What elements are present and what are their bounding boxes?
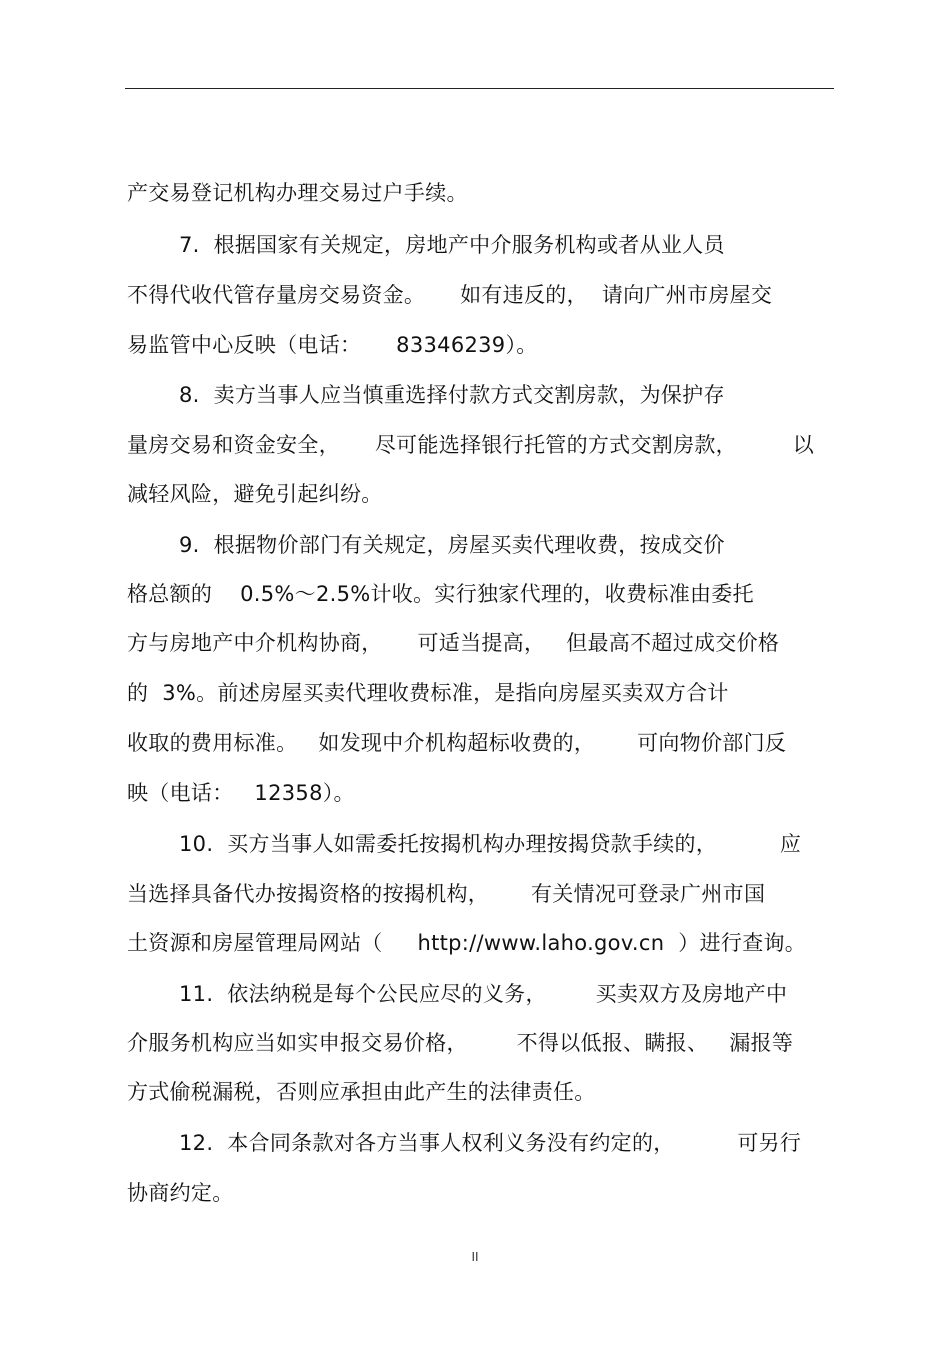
text-line: 减轻风险，避免引起纠纷。 bbox=[127, 482, 383, 506]
text-line: 当选择具备代办按揭资格的按揭机构， 有关情况可登录广州市国 bbox=[127, 882, 766, 906]
clause-8-line: 8. 卖方当事人应当慎重选择付款方式交割房款，为保护存 bbox=[179, 383, 725, 407]
text-line: 土资源和房屋管理局网站（ http://www.laho.gov.cn ）进行查询。 bbox=[127, 931, 807, 955]
text-line: 的 3%。前述房屋买卖代理收费标准，是指向房屋买卖双方合计 bbox=[127, 681, 729, 705]
text-line: 格总额的 0.5%～2.5%计收。实行独家代理的，收费标准由委托 bbox=[127, 582, 754, 606]
clause-9-line: 9. 根据物价部门有关规定，房屋买卖代理收费，按成交价 bbox=[179, 533, 725, 557]
text-line: 产交易登记机构办理交易过户手续。 bbox=[127, 181, 468, 205]
text-line: 方与房地产中介机构协商， 可适当提高， 但最高不超过成交价格 bbox=[127, 631, 780, 655]
text-line: 不得代收代管存量房交易资金。 如有违反的， 请向广州市房屋交 bbox=[127, 283, 773, 307]
text-line: 收取的费用标准。 如发现中介机构超标收费的， 可向物价部门反 bbox=[127, 731, 787, 755]
clause-7-line: 7. 根据国家有关规定，房地产中介服务机构或者从业人员 bbox=[179, 233, 725, 257]
text-line: 量房交易和资金安全， 尽可能选择银行托管的方式交割房款， 以 bbox=[127, 433, 815, 457]
text-line: 介服务机构应当如实申报交易价格， 不得以低报、瞒报、 漏报等 bbox=[127, 1031, 794, 1055]
clause-12-line: 12. 本合同条款对各方当事人权利义务没有约定的， 可另行 bbox=[179, 1131, 802, 1155]
clause-11-line: 11. 依法纳税是每个公民应尽的义务， 买卖双方及房地产中 bbox=[179, 982, 788, 1006]
text-line: 映（电话： 12358）。 bbox=[127, 781, 355, 805]
text-line: 协商约定。 bbox=[127, 1181, 234, 1205]
clause-10-line: 10. 买方当事人如需委托按揭机构办理按揭贷款手续的， 应 bbox=[179, 832, 802, 856]
header-rule bbox=[125, 88, 834, 89]
text-line: 易监管中心反映（电话： 83346239）。 bbox=[127, 333, 538, 357]
page-number: II bbox=[471, 1250, 479, 1264]
text-line: 方式偷税漏税，否则应承担由此产生的法律责任。 bbox=[127, 1080, 596, 1104]
